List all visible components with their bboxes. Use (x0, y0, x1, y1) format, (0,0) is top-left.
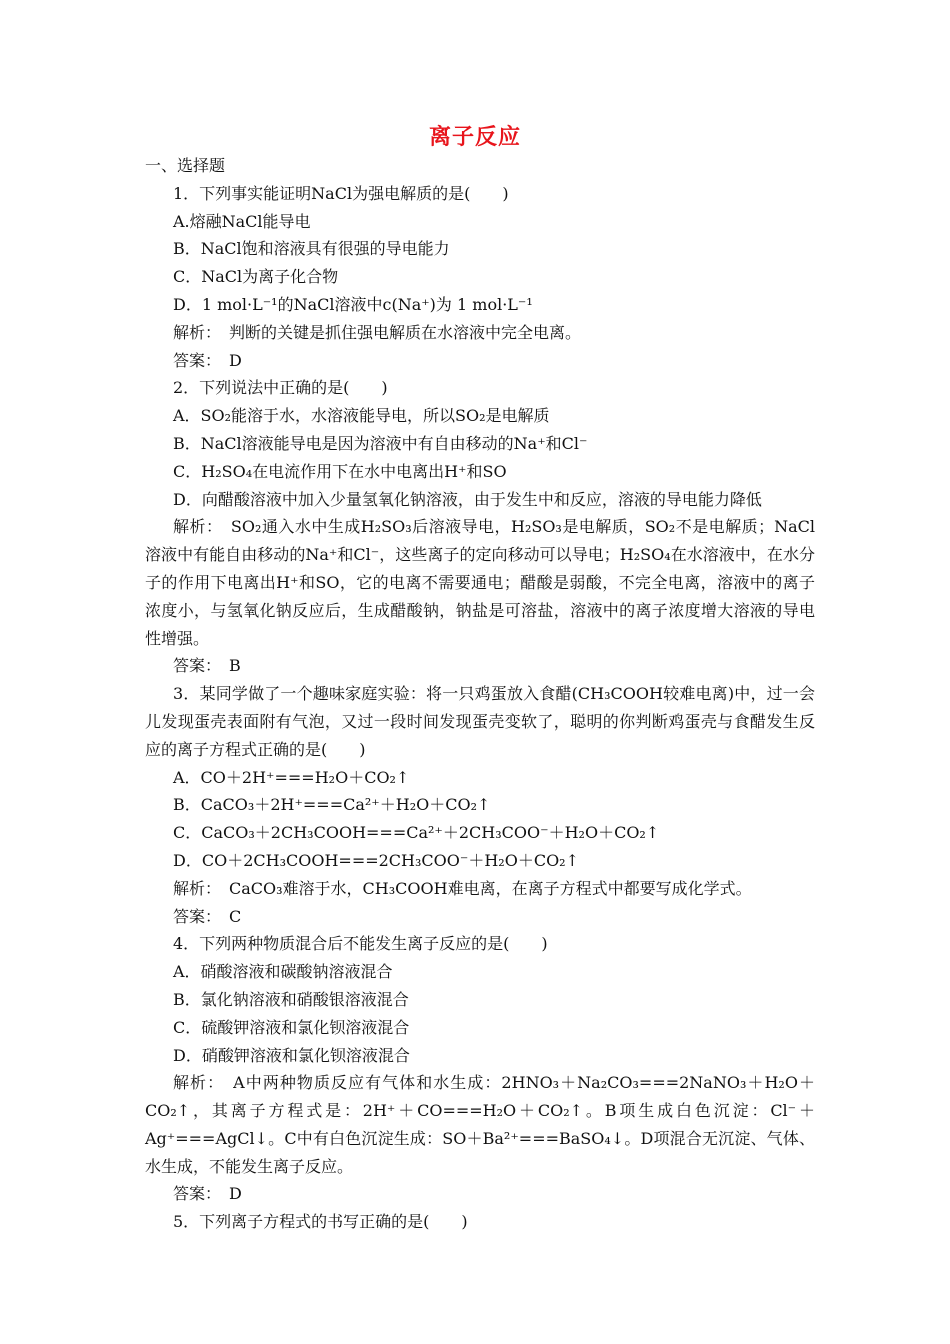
question-4-answer: 答案： D (173, 1184, 242, 1204)
question-3-analysis: 解析： CaCO₃难溶于水，CH₃COOH难电离，在离子方程式中都要写成化学式。 (173, 878, 752, 898)
question-3-option-b: B．CaCO₃＋2H⁺===Ca²⁺＋H₂O＋CO₂↑ (173, 795, 491, 815)
question-1-option-c: C．NaCl为离子化合物 (173, 267, 339, 287)
question-4-analysis: 解析： A中两种物质反应有气体和水生成：2HNO₃＋Na₂CO₃===2NaNO₃＋H₂O＋CO₂↑，其离子方程式是：2H⁺＋CO===H₂O＋CO₂↑。B项生成白色沉淀：Cl⁻＋Ag⁺===AgCl↓。C中有白色沉淀生成：SO＋Ba²⁺===BaSO₄↓。D项混合无沉淀、气体、水生成，不能发生离子反应。 (145, 1073, 815, 1176)
question-1-option-d: D．1 mol·L⁻¹的NaCl溶液中c(Na⁺)为 1 mol·L⁻¹ (173, 294, 533, 314)
page-title: 离子反应 (428, 125, 521, 150)
question-3-option-c: C．CaCO₃＋2CH₃COOH===Ca²⁺＋2CH₃COO⁻＋H₂O＋CO₂↑ (173, 823, 660, 843)
question-1-stem: 1．下列事实能证明NaCl为强电解质的是( ) (173, 183, 509, 203)
question-3-answer: 答案： C (173, 906, 242, 926)
document-body (145, 152, 815, 1236)
question-4-stem: 4．下列两种物质混合后不能发生离子反应的是( ) (173, 934, 548, 954)
question-4-option-b: B．氯化钠溶液和硝酸银溶液混合 (173, 989, 409, 1009)
question-2-stem: 2．下列说法中正确的是( ) (173, 378, 388, 398)
question-5-stem: 5．下列离子方程式的书写正确的是( ) (173, 1212, 468, 1232)
question-2-option-b: B．NaCl溶液能导电是因为溶液中有自由移动的Na⁺和Cl⁻ (173, 433, 588, 453)
question-4-option-a: A．硝酸溶液和碳酸钠溶液混合 (173, 962, 393, 982)
question-3-option-d: D．CO＋2CH₃COOH===2CH₃COO⁻＋H₂O＋CO₂↑ (173, 850, 580, 870)
question-1-option-b: B．NaCl饱和溶液具有很强的导电能力 (173, 239, 450, 259)
question-3-option-a: A．CO＋2H⁺===H₂O＋CO₂↑ (173, 767, 410, 787)
question-4-option-d: D．硝酸钾溶液和氯化钡溶液混合 (173, 1045, 410, 1065)
question-1-answer: 答案： D (173, 350, 242, 370)
question-1-option-a: A.熔融NaCl能导电 (173, 211, 311, 231)
question-2-analysis: 解析： SO₂通入水中生成H₂SO₃后溶液导电，H₂SO₃是电解质，SO₂不是电解质；NaCl溶液中有能自由移动的Na⁺和Cl⁻，这些离子的定向移动可以导电；H₂SO₄在水溶液中，在水分子的作用下电离出H⁺和SO，它的电离不需要通电；醋酸是弱酸，不完全电离，溶液中的离子浓度小，与氢氧化钠反应后，生成醋酸钠，钠盐是可溶盐，溶液中的离子浓度增大溶液的导电性增强。 (145, 517, 815, 648)
question-2-option-d: D．向醋酸溶液中加入少量氢氧化钠溶液，由于发生中和反应，溶液的导电能力降低 (173, 489, 762, 509)
question-4-option-c: C．硫酸钾溶液和氯化钡溶液混合 (173, 1017, 410, 1037)
section-heading: 一、选择题 (145, 156, 226, 175)
question-1-analysis: 解析： 判断的关键是抓住强电解质在水溶液中完全电离。 (173, 322, 582, 342)
question-2-option-a: A．SO₂能溶于水，水溶液能导电，所以SO₂是电解质 (173, 406, 550, 426)
question-3-stem: 3．某同学做了一个趣味家庭实验：将一只鸡蛋放入食醋(CH₃COOH较难电离)中，过一会儿发现蛋壳表面附有气泡，又过一段时间发现蛋壳变软了，聪明的你判断鸡蛋壳与食醋发生反应的离子方程式正确的是( ) (145, 684, 815, 759)
question-2-option-c: C．H₂SO₄在电流作用下在水中电离出H⁺和SO (173, 461, 507, 481)
question-2-answer: 答案： B (173, 656, 241, 676)
